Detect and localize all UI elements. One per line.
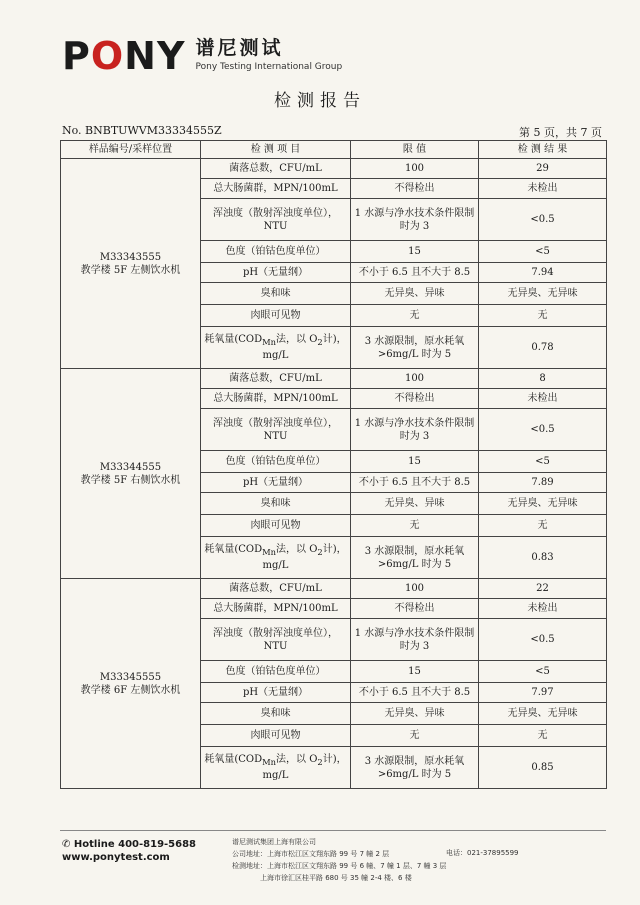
test-item-unit: mg/L (262, 560, 289, 571)
test-item: 肉眼可见物 (201, 725, 351, 747)
test-item: 肉眼可见物 (201, 515, 351, 537)
limit-value: 不小于 6.5 且不大于 8.5 (351, 473, 479, 493)
test-item: 臭和味 (201, 703, 351, 725)
test-result: 无异臭、无异味 (479, 703, 607, 725)
footer-divider (60, 830, 606, 831)
limit-value: 1 水源与净水技术条件限制时为 3 (351, 199, 479, 241)
test-result: 未检出 (479, 389, 607, 409)
test-item-part: 2 (317, 757, 323, 767)
sample-location: 教学楼 6F 左侧饮水机 (80, 684, 181, 696)
test-result: 7.89 (479, 473, 607, 493)
document-title: 检测报告 (274, 91, 366, 111)
test-item: pH（无量纲） (201, 263, 351, 283)
page-number: 第 5 页，共 7 页 (519, 126, 602, 139)
limit-value: 无异臭、异味 (351, 283, 479, 305)
sample-location: 教学楼 5F 左侧饮水机 (80, 264, 181, 276)
test-item-part: 法，以 O (276, 544, 318, 555)
limit-value: 15 (351, 661, 479, 683)
limit-value: 无 (351, 725, 479, 747)
hotline-icon: ✆ (62, 839, 74, 850)
column-header-result: 检 测 结 果 (479, 141, 607, 159)
test-item-part: 2 (317, 547, 323, 557)
test-item: 臭和味 (201, 493, 351, 515)
limit-value: 1 水源与净水技术条件限制时为 3 (351, 619, 479, 661)
company-logo (62, 36, 342, 80)
company-address: 公司地址：上海市松江区文翔东路 99 号 7 幢 2 层 (232, 850, 390, 858)
column-header-item: 检 测 项 目 (201, 141, 351, 159)
test-item-part: 计)， (322, 544, 347, 555)
test-result: 无 (479, 725, 607, 747)
test-result: 0.83 (479, 537, 607, 579)
report-number: No. BNBTUWVM33334555Z (62, 124, 222, 137)
test-item: pH（无量纲） (201, 473, 351, 493)
test-result: 7.97 (479, 683, 607, 703)
limit-value: 不得检出 (351, 599, 479, 619)
test-item (201, 537, 351, 579)
test-item: 菌落总数，CFU/mL (201, 369, 351, 389)
limit-value: 无异臭、异味 (351, 703, 479, 725)
sample-cell (61, 579, 201, 789)
test-item: 色度（铂钴色度单位） (201, 241, 351, 263)
test-result: 0.78 (479, 327, 607, 369)
sample-cell (61, 369, 201, 579)
limit-value: 100 (351, 159, 479, 179)
sample-location: 教学楼 5F 右侧饮水机 (80, 474, 181, 486)
limit-value: 3 水源限制，原水耗氧 >6mg/L 时为 5 (351, 327, 479, 369)
test-item-unit: mg/L (262, 350, 289, 361)
test-result: <5 (479, 241, 607, 263)
limit-value: 3 水源限制，原水耗氧 >6mg/L 时为 5 (351, 747, 479, 789)
test-result: 未检出 (479, 179, 607, 199)
test-item-part: 法，以 O (276, 754, 318, 765)
test-result: 未检出 (479, 599, 607, 619)
website: www.ponytest.com (62, 852, 170, 863)
test-item-part: Mn (262, 757, 277, 767)
company-name: 谱尼测试集团上海有限公司 (232, 838, 316, 846)
test-result: <0.5 (479, 199, 607, 241)
hotline: Hotline 400-819-5688 (73, 839, 197, 850)
test-item: 总大肠菌群，MPN/100mL (201, 599, 351, 619)
sample-id: M33345555 (99, 671, 162, 683)
results-table (60, 140, 607, 789)
test-item: 色度（铂钴色度单位） (201, 451, 351, 473)
test-result: 无 (479, 515, 607, 537)
test-item-part: 耗氧量(COD (204, 754, 263, 765)
limit-value: 不得检出 (351, 179, 479, 199)
test-item: 浑浊度（散射浑浊度单位），NTU (201, 199, 351, 241)
test-item-part: 计)， (322, 754, 347, 765)
test-item-part: 计)， (322, 334, 347, 345)
lab-address: 检测地址：上海市松江区文翔东路 99 号 6 幢、7 幢 1 层、7 幢 3 层 (232, 862, 447, 870)
test-result: <0.5 (479, 409, 607, 451)
test-result: <5 (479, 661, 607, 683)
test-result: 无 (479, 305, 607, 327)
test-item: 色度（铂钴色度单位） (201, 661, 351, 683)
test-result: 7.94 (479, 263, 607, 283)
test-item: 臭和味 (201, 283, 351, 305)
test-item-part: 2 (317, 337, 323, 347)
table-row (61, 369, 607, 389)
test-result: 0.85 (479, 747, 607, 789)
footer-contact (62, 838, 196, 864)
logo-wordmark: PONY (62, 34, 186, 78)
test-result: 22 (479, 579, 607, 599)
table-row (61, 159, 607, 179)
test-item-part: Mn (262, 547, 277, 557)
limit-value: 15 (351, 241, 479, 263)
test-item (201, 747, 351, 789)
test-item: pH（无量纲） (201, 683, 351, 703)
test-item: 肉眼可见物 (201, 305, 351, 327)
table-row (61, 579, 607, 599)
limit-value: 不小于 6.5 且不大于 8.5 (351, 683, 479, 703)
sample-id: M33344555 (99, 461, 162, 473)
test-item-part: 耗氧量(COD (204, 334, 263, 345)
limit-value: 无 (351, 305, 479, 327)
limit-value: 无 (351, 515, 479, 537)
column-header-limit: 限 值 (351, 141, 479, 159)
limit-value: 15 (351, 451, 479, 473)
test-item-part: 耗氧量(COD (204, 544, 263, 555)
limit-value: 1 水源与净水技术条件限制时为 3 (351, 409, 479, 451)
test-item: 浑浊度（散射浑浊度单位），NTU (201, 619, 351, 661)
test-result: 无异臭、无异味 (479, 493, 607, 515)
footer-phone: 电话：021-37895599 (446, 849, 519, 857)
limit-value: 100 (351, 369, 479, 389)
column-header-sample: 样品编号/采样位置 (61, 141, 201, 159)
test-item-part: 法，以 O (276, 334, 318, 345)
test-item-part: Mn (262, 337, 277, 347)
limit-value: 无异臭、异味 (351, 493, 479, 515)
limit-value: 3 水源限制，原水耗氧 >6mg/L 时为 5 (351, 537, 479, 579)
test-item-unit: mg/L (262, 770, 289, 781)
test-item: 总大肠菌群，MPN/100mL (201, 389, 351, 409)
test-result: <0.5 (479, 619, 607, 661)
test-item: 浑浊度（散射浑浊度单位），NTU (201, 409, 351, 451)
limit-value: 不小于 6.5 且不大于 8.5 (351, 263, 479, 283)
logo-chinese-name: 谱尼测试 (195, 37, 284, 59)
sample-cell (61, 159, 201, 369)
test-result: <5 (479, 451, 607, 473)
limit-value: 100 (351, 579, 479, 599)
test-item: 菌落总数，CFU/mL (201, 579, 351, 599)
limit-value: 不得检出 (351, 389, 479, 409)
test-result: 无异臭、无异味 (479, 283, 607, 305)
test-item (201, 327, 351, 369)
logo-english-name: Pony Testing International Group (195, 62, 343, 72)
test-item: 菌落总数，CFU/mL (201, 159, 351, 179)
sample-id: M33343555 (99, 251, 162, 263)
test-result: 8 (479, 369, 607, 389)
footer-addresses (232, 836, 446, 884)
test-item: 总大肠菌群，MPN/100mL (201, 179, 351, 199)
table-header-row (61, 141, 607, 159)
test-result: 29 (479, 159, 607, 179)
lab-address-2: 上海市徐汇区桂平路 680 号 35 幢 2-4 楼、6 楼 (260, 874, 412, 882)
